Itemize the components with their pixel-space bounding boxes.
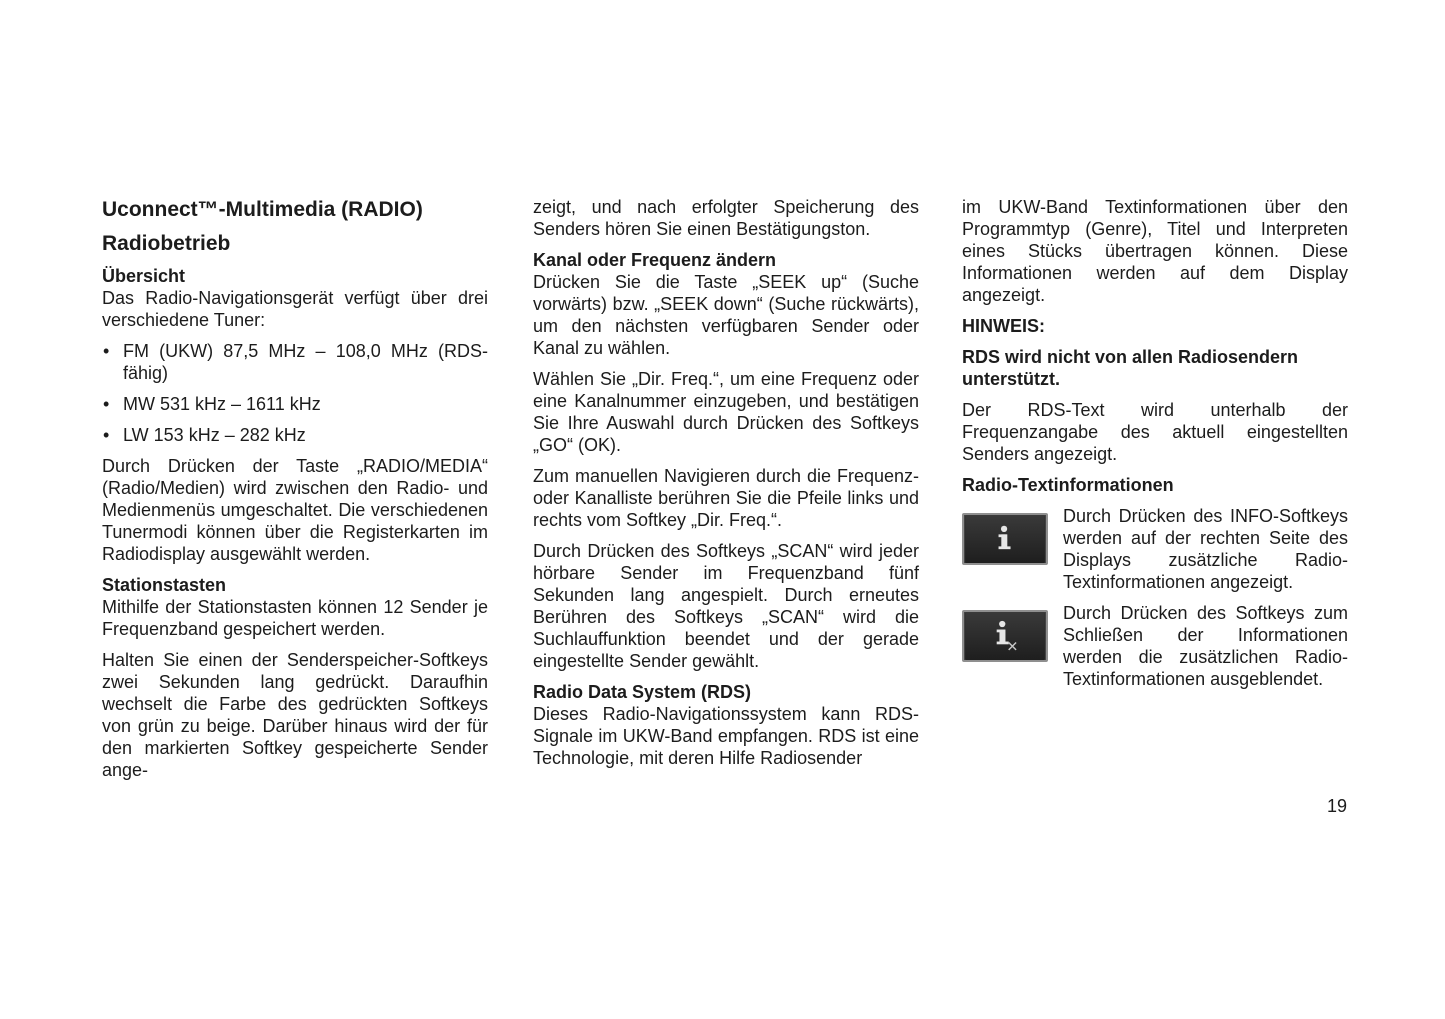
dir-freq-text: Wählen Sie „Dir. Freq.“, um eine Frequenz oder eine Kanalnummer einzugeben, und bestätigen Sie Ihre Auswahl durch Drücken des Softkeys „GO“ (OK).	[533, 369, 919, 455]
list-item: • FM (UKW) 87,5 MHz – 108,0 MHz (RDS-fähig)	[102, 340, 488, 384]
station-heading: Stationstasten	[102, 575, 227, 595]
note-text: RDS wird nicht von allen Radiosendern unterstützt.	[962, 347, 1299, 389]
scan-text: Durch Drücken des Softkeys „SCAN“ wird jeder hörbare Sender im Frequenzband fünf Sekunden lang angespielt. Durch erneutes Berühren des Softkeys „SCAN“ wird die Suchlauffunktion beendet und der gerade eingestellte Sender gewählt.	[533, 541, 919, 671]
column-2	[533, 196, 919, 778]
manual-nav-text: Zum manuellen Navigieren durch die Frequenz- oder Kanalliste berühren Sie die Pfeile links und rechts vom Softkey „Dir. Freq.“.	[533, 466, 919, 530]
hold-text: Halten Sie einen der Senderspeicher-Softkeys zwei Sekunden lang gedrückt. Daraufhin wechselt die Farbe des gedrückten Softkeys von grün zu beige. Darüber hinaus wird der für den markierten Softkey gespeicherte Sender ange-	[102, 650, 488, 780]
station-text: Mithilfe der Stationstasten können 12 Sender je Frequenzband gespeichert werden.	[102, 597, 488, 639]
info-softkey-icon	[962, 513, 1048, 565]
page-number: 19	[1326, 796, 1347, 816]
radiotext-heading: Radio-Textinformationen	[962, 475, 1174, 495]
section-title: Uconnect™-Multimedia (RADIO)	[102, 198, 423, 221]
channel-text: Drücken Sie die Taste „SEEK up“ (Suche vorwärts) bzw. „SEEK down“ (Suche rückwärts), um den nächsten verfügbaren Sender oder Kanal zu wählen.	[533, 272, 919, 358]
rds-text-info: Der RDS-Text wird unterhalb der Frequenzangabe des aktuell eingestellten Senders angezeigt.	[962, 400, 1348, 464]
continued-text: im UKW-Band Textinformationen über den Programmtyp (Genre), Titel und Interpreten eines Stücks übertragen können. Diese Informationen werden auf dem Display angezeigt.	[962, 197, 1348, 305]
info-item	[962, 505, 1348, 593]
radio-media-text: Durch Drücken der Taste „RADIO/MEDIA“ (Radio/Medien) wird zwischen den Radio- und Medienmenüs umgeschaltet. Die verschiedenen Tunermodi können über die Registerkarten im Radiodisplay ausgewählt werden.	[102, 456, 488, 564]
channel-heading: Kanal oder Frequenz ändern	[533, 250, 777, 270]
overview-heading: Übersicht	[102, 266, 186, 286]
section-subtitle: Radiobetrieb	[102, 232, 231, 255]
list-item: • MW 531 kHz – 1611 kHz	[102, 393, 488, 415]
info-item	[962, 602, 1348, 690]
column-3	[962, 196, 1348, 699]
info-item-text: Durch Drücken des INFO-Softkeys werden auf der rechten Seite des Displays zusätzliche Radio-Textinformationen angezeigt.	[1063, 506, 1348, 592]
column-1	[102, 196, 488, 790]
continued-text: zeigt, und nach erfolgter Speicherung des Senders hören Sie einen Bestätigungston.	[533, 197, 919, 239]
note-label: HINWEIS:	[962, 316, 1045, 336]
overview-text: Das Radio-Navigationsgerät verfügt über drei verschiedene Tuner:	[102, 288, 488, 330]
info-item-text: Durch Drücken des Softkeys zum Schließen der Informationen werden die zusätzlichen Radio-Textinformationen ausgeblendet.	[1063, 603, 1348, 689]
rds-text: Dieses Radio-Navigationssystem kann RDS-Signale im UKW-Band empfangen. RDS ist eine Technologie, mit deren Hilfe Radiosender	[533, 704, 919, 768]
list-item: • LW 153 kHz – 282 kHz	[102, 424, 488, 446]
rds-heading: Radio Data System (RDS)	[533, 682, 752, 702]
info-close-softkey-icon	[962, 610, 1048, 662]
tuner-list	[102, 340, 488, 446]
